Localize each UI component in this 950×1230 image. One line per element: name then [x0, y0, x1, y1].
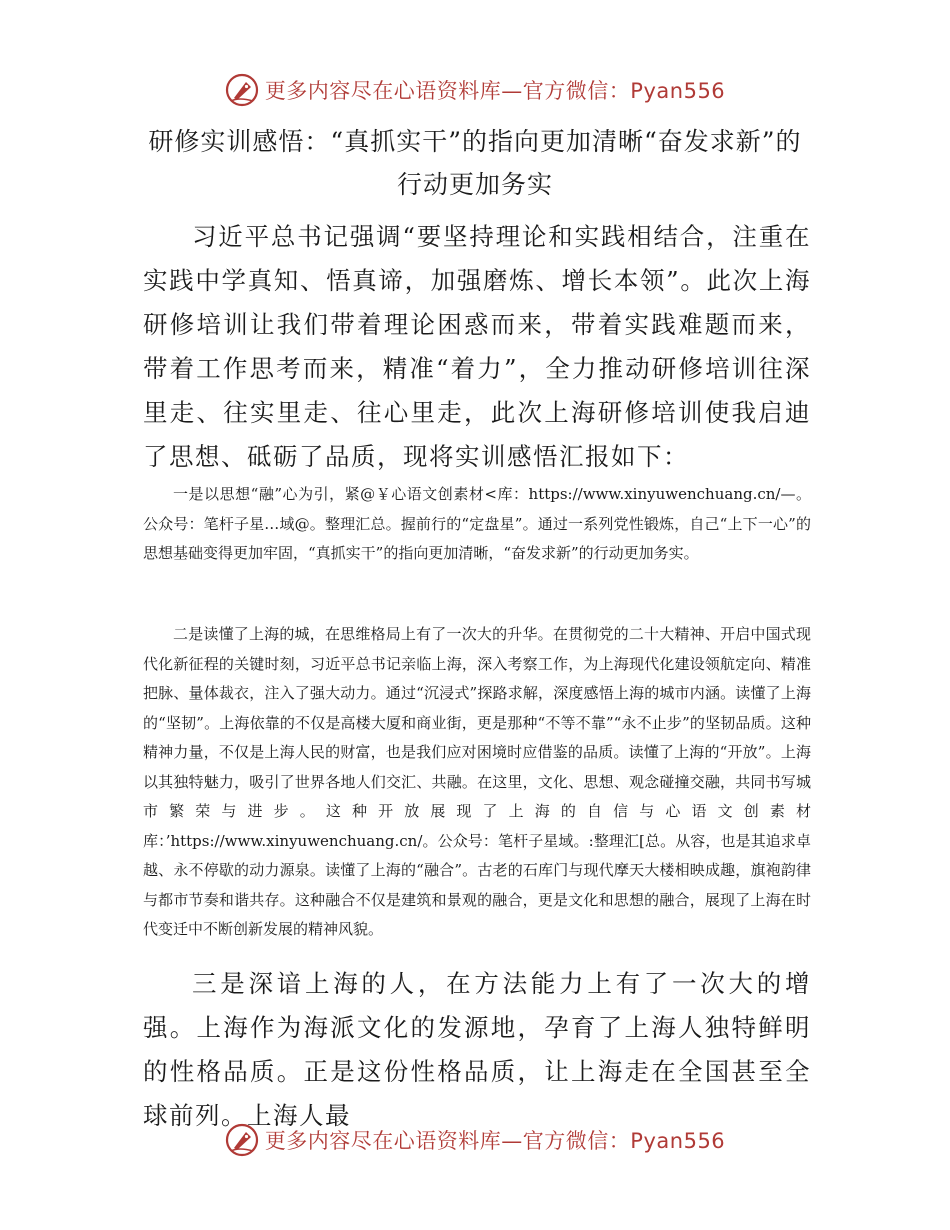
paragraph-point-two: 二是读懂了上海的城，在思维格局上有了一次大的升华。在贯彻党的二十大精神、开启中国式现代化新征程的关键时刻，习近平总书记亲临上海，深入考察工作，为上海现代化建设领航定向、精准把脉、量体裁衣，注入了强大动力。通过“沉浸式”探路求解，深度感悟上海的城市内涵。读懂了上海的“坚韧”。上海依靠的不仅是高楼大厦和商业街，更是那种“不等不靠”“永不止步”的坚韧品质。这种精神力量，不仅是上海人民的财富，也是我们应对困境时应借鉴的品质。读懂了上海的“开放”。上海以其独特魅力，吸引了世界各地人们交汇、共融。在这里，文化、思想、观念碰撞交融，共同书写城市繁荣与进步。这种开放展现了上海的自信与心语文创素材库：’https://www.xinyuwenchuang.cn/。公众号：笔杆子星域。:整理汇[总。从容，也是其追求卓越、永不停歇的动力源泉。读懂了上海的“融合”。古老的石库门与现代摩天大楼相映成趣，旗袍韵律与都市节奏和谐共存。这种融合不仅是建筑和景观的融合，更是文化和思想的融合，展现了上海在时代变迁中不断创新发展的精神风貌。 [143, 625, 811, 938]
pen-nib-logo-icon [225, 1123, 259, 1157]
footer-banner [0, 1120, 950, 1160]
footer-banner-text: 更多内容尽在心语资料库—官方微信：Pyan556 [264, 1129, 726, 1153]
header-banner [0, 70, 950, 110]
paragraph-point-one: 一是以思想“融”心为引，紧@￥心语文创素材<库：https://www.xinyuwenchuang.cn/—。公众号：笔杆子星…域@。整理汇总。握前行的“定盘星”。通过一系列党性锻炼，自己“上下一心”的思想基础变得更加牢固，“真抓实干”的指向更加清晰，“奋发求新”的行动更加务实。 [143, 485, 811, 562]
paragraph-intro: 习近平总书记强调“要坚持理论和实践相结合，注重在实践中学真知、悟真谛，加强磨炼、增长本领”。此次上海研修培训让我们带着理论困惑而来，带着实践难题而来，带着工作思考而来，精准“着力”，全力推动研修培训往深里走、往实里走、往心里走，此次上海研修培训使我启迪了思想、砥砺了品质，现将实训感悟汇报如下： [143, 222, 811, 471]
paragraph-point-three: 三是深谙上海的人，在方法能力上有了一次大的增强。上海作为海派文化的发源地，孕育了上海人独特鲜明的性格品质。正是这份性格品质，让上海走在全国甚至全球前列。上海人最 [143, 969, 811, 1130]
pen-nib-logo-icon [225, 73, 259, 107]
header-banner-text: 更多内容尽在心语资料库—官方微信：Pyan556 [264, 79, 726, 103]
document-title: 研修实训感悟：“真抓实干”的指向更加清晰“奋发求新”的行动更加务实 [148, 127, 802, 199]
